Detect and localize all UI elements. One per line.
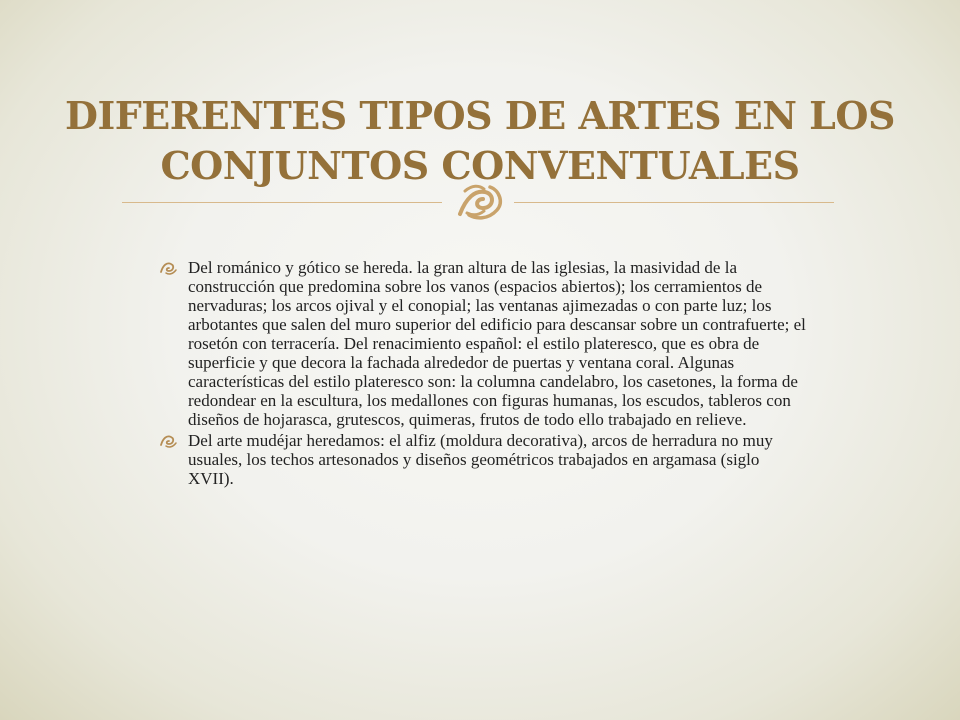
fleuron-bullet-icon: [158, 431, 188, 453]
title-divider-left: [122, 202, 442, 203]
ornamental-scroll-icon: [448, 180, 512, 224]
slide-title: DIFERENTES TIPOS DE ARTES EN LOS CONJUNTOS CONVENTUALES: [65, 93, 895, 189]
list-item: [158, 431, 808, 488]
bullet-text: Del arte mudéjar heredamos: el alfiz (moldura decorativa), arcos de herradura no muy usuales, los techos artesonados y diseños geométricos trabajados en argamasa (siglo XVII).: [188, 431, 773, 488]
fleuron-bullet-icon: [158, 258, 188, 280]
list-item: [158, 258, 808, 429]
slide-content: [158, 258, 808, 490]
title-divider-right: [514, 202, 834, 203]
bullet-text: Del románico y gótico se hereda. la gran altura de las iglesias, la masividad de la construcción que predomina sobre los vanos (espacios abiertos); los cerramientos de nervaduras; los arcos ojival y el conopial; las ventanas ajimezadas o con parte luz; los arbotantes que salen del muro superior del edificio para descansar sobre un contrafuerte; el rosetón con terracería. Del renacimiento español: el estilo plateresco, que es obra de superficie y que decora la fachada alrededor de puertas y ventana coral. Algunas características del estilo plateresco son: la columna candelabro, los casetones, la forma de redondear en la escultura, los medallones con figuras humanas, los escudos, tableros con diseños de hojarasca, grutescos, quimeras, frutos de todo ello trabajado en relieve.: [188, 258, 806, 429]
